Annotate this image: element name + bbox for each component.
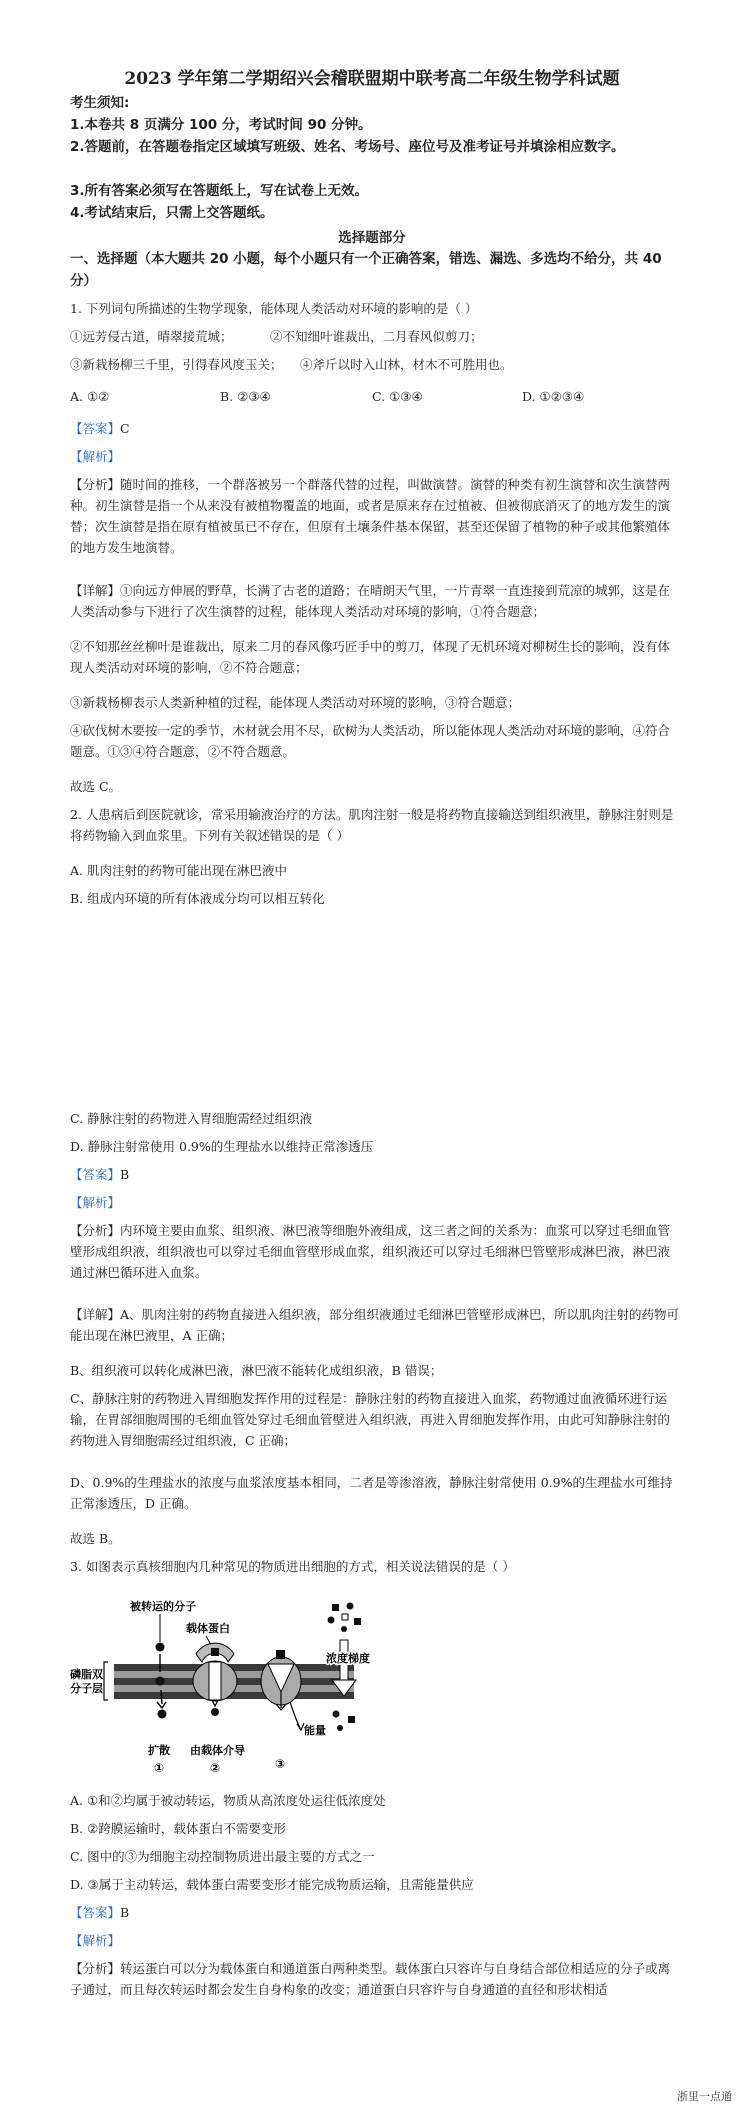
q1-xiangjie-3: ③新栽杨柳表示人类新种植的过程，能体现人类活动对环境的影响，③符合题意；	[70, 695, 521, 710]
q3-fenxi-text: 转运蛋白可以分为载体蛋白和通道蛋白两种类型。载体蛋白只容许与自身结合部位相适应的分子或离子通过，而且每次转运时都会发生自身构象的改变；通道蛋白只容许与自身通道的直径和形状相适	[70, 1961, 671, 1997]
q3-option-b: B. ②跨膜运输时，载体蛋白不需要变形	[70, 1821, 286, 1836]
q3-jiexi: 【解析】	[70, 1933, 121, 1948]
q1-jiexi: 【解析】	[70, 449, 121, 464]
q3-option-d: D. ③属于主动转运，载体蛋白需要变形才能完成物质运输，且需能量供应	[70, 1877, 474, 1892]
q1-xiangjie-label: 【详解】	[70, 583, 121, 598]
q2-option-c: C. 静脉注射的药物进入胃细胞需经过组织液	[70, 1111, 313, 1126]
section-heading: 一、选择题（本大题共 20 小题，每个小题只有一个正确答案，错选、漏选、多选均不给分，共 40 分）	[70, 251, 662, 289]
q3-option-a: A. ①和②均属于被动转运，物质从高浓度处运往低浓度处	[70, 1793, 386, 1808]
notice-item-2: 2.答题前，在答题卷指定区域填写班级、姓名、考场号、座位号及准考证号并填涂相应数字。	[70, 139, 625, 155]
q2-xiangjie-3: C、静脉注射的药物进入胃细胞发挥作用的过程是：静脉注射的药物直接进入血浆，药物通过血液循环进行运输，在胃部细胞周围的毛细血管处穿过毛细血管壁进入组织液，再进入胃细胞发挥作用，由此可知静脉注射的药物进入胃细胞需经过组织液，C 正确；	[70, 1391, 671, 1448]
q1-line2b: ④斧斤以时入山林，材木不可胜用也。	[300, 357, 513, 372]
q3-answer	[70, 1902, 682, 1923]
q1-line1b: ②不知细叶谁裁出，二月春风似剪刀；	[270, 329, 483, 344]
fig-label-carrier: 载体蛋白	[186, 1622, 230, 1635]
q3-answer-value: B	[120, 1905, 130, 1920]
q3-option-c: C. 图中的③为细胞主动控制物质进出最主要的方式之一	[70, 1849, 375, 1864]
carrier-protein-active	[261, 1650, 301, 1710]
q2-option-a: A. 肌肉注射的药物可能出现在淋巴液中	[70, 863, 287, 878]
q3-answer-label: 【答案】	[70, 1905, 121, 1920]
q1-xiangjie-1	[70, 580, 682, 622]
q1-xiangjie-2: ②不知那丝丝柳叶是谁裁出，原来二月的春风像巧匠手中的剪刀，体现了无机环境对柳树生长的影响，没有体现人类活动对环境的影响，②不符合题意；	[70, 639, 671, 675]
fig-num-3: ③	[275, 1757, 286, 1771]
q2-fenxi	[70, 1220, 682, 1283]
q1-line2a: ③新栽杨柳三千里，引得春风度玉关；	[70, 357, 283, 372]
q2-answer	[70, 1164, 682, 1185]
q2-xiangjie-label: 【详解】	[70, 1307, 121, 1322]
q1-conclusion: 故选 C。	[70, 779, 122, 794]
q1-line1a: ①远芳侵古道，晴翠接荒城；	[70, 329, 233, 344]
footer-brand: 浙里一点通	[677, 2090, 732, 2103]
fig-label-bilayer-2: 分子层	[70, 1682, 103, 1695]
q1-fenxi-label: 【分析】	[70, 477, 121, 492]
fig-label-molecule: 被转运的分子	[130, 1600, 196, 1613]
q1-fenxi	[70, 474, 682, 558]
q3-stem: 3. 如图表示真核细胞内几种常见的物质进出细胞的方式，相关说法错误的是（ ）	[70, 1559, 515, 1574]
fig-label-energy: 能量	[304, 1724, 326, 1737]
q3-fenxi	[70, 1958, 682, 2000]
q1-option-c: C. ①③④	[372, 389, 423, 404]
low-concentration-particles	[333, 1711, 356, 1732]
q1-answer-label: 【答案】	[70, 421, 121, 436]
q1-answer	[70, 418, 682, 439]
q2-fenxi-label: 【分析】	[70, 1223, 121, 1238]
q2-fenxi-text: 内环境主要由血浆、组织液、淋巴液等细胞外液组成，这三者之间的关系为：血浆可以穿过毛细血管壁形成组织液，组织液也可以穿过毛细血管壁形成血浆，组织液还可以穿过毛细淋巴管壁形成淋巴液，淋巴液通过淋巴循环进入血浆。	[70, 1223, 671, 1280]
q1-xiangjie-4: ④砍伐树木要按一定的季节，木材就会用不尽，砍树为人类活动，所以能体现人类活动对环境的影响，④符合题意。①③④符合题意，②不符合题意。	[70, 723, 671, 759]
q2-xiangjie-2: B、组织液可以转化成淋巴液，淋巴液不能转化成组织液，B 错误；	[70, 1363, 443, 1378]
notice-heading: 考生须知:	[70, 95, 130, 111]
q2-option-b: B. 组成内环境的所有体液成分均可以相互转化	[70, 891, 325, 906]
fig-num-2: ②	[210, 1761, 221, 1775]
q3-fenxi-label: 【分析】	[70, 1961, 121, 1976]
q2-xiangjie-1	[70, 1304, 682, 1346]
q1-stem: 1. 下列词句所描述的生物学现象，能体现人类活动对环境的影响的是（ ）	[70, 301, 478, 316]
q1-option-a: A. ①②	[70, 389, 110, 404]
notice-item-3: 3.所有答案必须写在答题纸上，写在试卷上无效。	[70, 183, 369, 199]
fig-num-1: ①	[154, 1761, 165, 1775]
fig-label-bilayer-1: 磷脂双	[70, 1668, 103, 1681]
q2-stem: 2. 人患病后到医院就诊，常采用输液治疗的方法。肌肉注射一般是将药物直接输送到组织液里，静脉注射则是将药物输入到血浆里。下列有关叙述错误的是（ ）	[70, 807, 674, 843]
q2-xiangjie-4: D、0.9%的生理盐水的浓度与血浆浓度基本相同，二者是等渗溶液，静脉注射常使用 0.9%的生理盐水可维持正常渗透压，D 正确。	[70, 1475, 673, 1511]
membrane-transport-figure	[68, 1592, 428, 1780]
part-title: 选择题部分	[338, 230, 406, 246]
q2-option-d: D. 静脉注射常使用 0.9%的生理盐水以维持正常渗透压	[70, 1139, 374, 1154]
q2-jiexi: 【解析】	[70, 1195, 121, 1210]
notice-item-4: 4.考试结束后，只需上交答题纸。	[70, 205, 274, 221]
q1-fenxi-text: 随时间的推移，一个群落被另一个群落代替的过程，叫做演替。演替的种类有初生演替和次生演替两种。初生演替是指一个从来没有被植物覆盖的地面，或者是原来存在过植被、但被彻底消灭了的地方发生的演替；次生演替是指在原有植被虽已不存在，但原有土壤条件基本保留，甚至还保留了植物的种子或其他繁殖体的地方发生地演替。	[70, 477, 671, 555]
q1-option-d: D. ①②③④	[522, 389, 585, 404]
fig-label-diffusion: 扩散	[148, 1744, 170, 1757]
notice-item-1: 1.本卷共 8 页满分 100 分，考试时间 90 分钟。	[70, 117, 372, 133]
q2-xiangjie-1-text: A、肌肉注射的药物直接进入组织液，部分组织液通过毛细淋巴管壁形成淋巴，所以肌肉注射的药物可能出现在淋巴液里，A 正确；	[70, 1307, 680, 1343]
q2-answer-value: B	[120, 1167, 130, 1182]
exam-title: 2023 学年第二学期绍兴会稽联盟期中联考高二年级生物学科试题	[124, 69, 620, 89]
q2-conclusion: 故选 B。	[70, 1531, 121, 1546]
q1-answer-value: C	[120, 421, 130, 436]
high-concentration-particles	[328, 1603, 362, 1633]
q1-option-b: B. ②③④	[220, 389, 271, 404]
fig-label-mediated: 由载体介导	[190, 1744, 245, 1757]
fig-label-gradient: 浓度梯度	[326, 1652, 370, 1665]
q1-xiangjie-1-text: ①向远方伸展的野草，长满了古老的道路；在晴朗天气里，一片青翠一直连接到荒凉的城郭，这是在人类活动参与下进行了次生演替的过程，能体现人类活动对环境的影响，①符合题意；	[70, 583, 671, 619]
carrier-protein-mediated	[193, 1643, 237, 1716]
q2-answer-label: 【答案】	[70, 1167, 121, 1182]
